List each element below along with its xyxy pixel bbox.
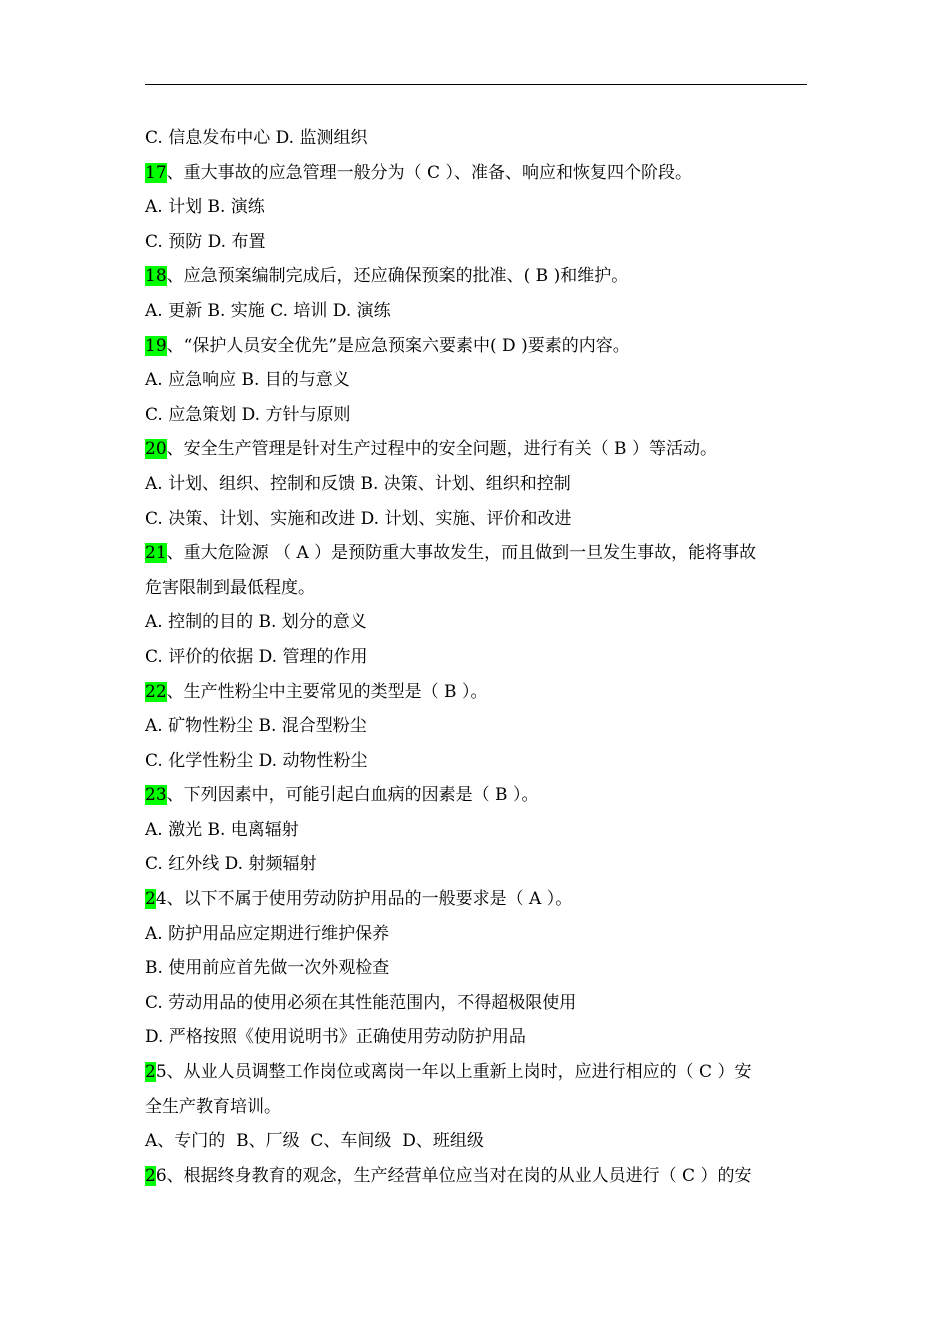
document-body [145,121,810,1193]
question-number-highlight: 22 [145,681,167,702]
text-line [145,986,810,1021]
text-line [145,502,810,537]
line-text: 、下列因素中，可能引起白血病的因素是（ B ）。 [166,785,539,806]
text-line [145,917,810,952]
question-number-highlight: 2 [145,1062,156,1083]
line-text: 危害限制到最低程度。 [145,577,315,598]
line-text: A. 计划、组织、控制和反馈 B. 决策、计划、组织和控制 [145,473,571,494]
text-line [145,813,810,848]
text-line [145,640,810,675]
line-text: D. 严格按照《使用说明书》正确使用劳动防护用品 [145,1027,526,1048]
line-text: A. 矿物性粉尘 B. 混合型粉尘 [145,716,367,737]
line-text: 、生产性粉尘中主要常见的类型是（ B ）。 [166,681,488,702]
header-rule [145,84,807,85]
line-text: C. 应急策划 D. 方针与原则 [145,404,351,425]
line-text: B. 使用前应首先做一次外观检查 [145,958,390,979]
question-line [145,259,810,294]
question-number-highlight: 18 [145,266,167,287]
line-text: 、重大事故的应急管理一般分为（ C ）、准备、响应和恢复四个阶段。 [166,162,692,183]
line-text: A. 应急响应 B. 目的与意义 [145,370,350,391]
question-line [145,536,810,571]
line-text: A. 防护用品应定期进行维护保养 [145,923,390,944]
question-number-highlight: 2 [145,889,156,910]
line-text: 4、以下不属于使用劳动防护用品的一般要求是（ A ）。 [155,889,573,910]
line-text: A. 更新 B. 实施 C. 培训 D. 演练 [145,300,391,321]
question-number-highlight: 21 [145,543,167,564]
text-line [145,294,810,329]
line-text: C. 化学性粉尘 D. 动物性粉尘 [145,750,368,771]
text-line [145,1090,810,1125]
question-line [145,1055,810,1090]
line-text: A、专门的 B、厂级 C、车间级 D、班组级 [145,1131,484,1152]
text-line [145,571,810,606]
text-line [145,847,810,882]
line-text: 6、根据终身教育的观念，生产经营单位应当对在岗的从业人员进行（ C ）的安 [155,1165,752,1186]
question-number-highlight: 20 [145,439,167,460]
text-line [145,363,810,398]
text-line [145,951,810,986]
line-text: 、应急预案编制完成后，还应确保预案的批准、( B )和维护。 [166,266,629,287]
line-text: C. 预防 D. 布置 [145,231,266,252]
text-line [145,225,810,260]
question-number-highlight: 2 [145,1165,156,1186]
line-text: C. 信息发布中心 D. 监测组织 [145,128,368,148]
line-text: 、“保护人员安全优先”是应急预案六要素中( D )要素的内容。 [166,335,630,356]
text-line [145,744,810,779]
line-text: C. 劳动用品的使用必须在其性能范围内，不得超极限使用 [145,992,577,1013]
question-line [145,1159,810,1194]
line-text: A. 控制的目的 B. 划分的意义 [145,612,367,633]
question-line [145,675,810,710]
line-text: 、重大危险源 （ A ）是预防重大事故发生，而且做到一旦发生事故，能将事故 [166,543,757,564]
line-text: C. 决策、计划、实施和改进 D. 计划、实施、评价和改进 [145,508,572,529]
text-line [145,1020,810,1055]
line-text: 5、从业人员调整工作岗位或离岗一年以上重新上岗时，应进行相应的（ C ）安 [155,1062,752,1083]
question-number-highlight: 17 [145,162,167,183]
line-text: 、安全生产管理是针对生产过程中的安全问题，进行有关（ B ）等活动。 [166,439,717,460]
line-text: C. 评价的依据 D. 管理的作用 [145,646,368,667]
text-line [145,398,810,433]
line-text: A. 计划 B. 演练 [145,197,265,218]
question-line [145,329,810,364]
text-line [145,709,810,744]
question-line [145,778,810,813]
line-text: C. 红外线 D. 射频辐射 [145,854,317,875]
question-line [145,156,810,191]
text-line [145,190,810,225]
text-line [145,605,810,640]
line-text: 全生产教育培训。 [145,1096,281,1117]
question-line [145,882,810,917]
question-number-highlight: 19 [145,335,167,356]
text-line [145,1124,810,1159]
question-number-highlight: 23 [145,785,167,806]
line-text: A. 激光 B. 电离辐射 [145,819,299,840]
text-line [145,467,810,502]
text-line [145,121,810,156]
question-line [145,432,810,467]
